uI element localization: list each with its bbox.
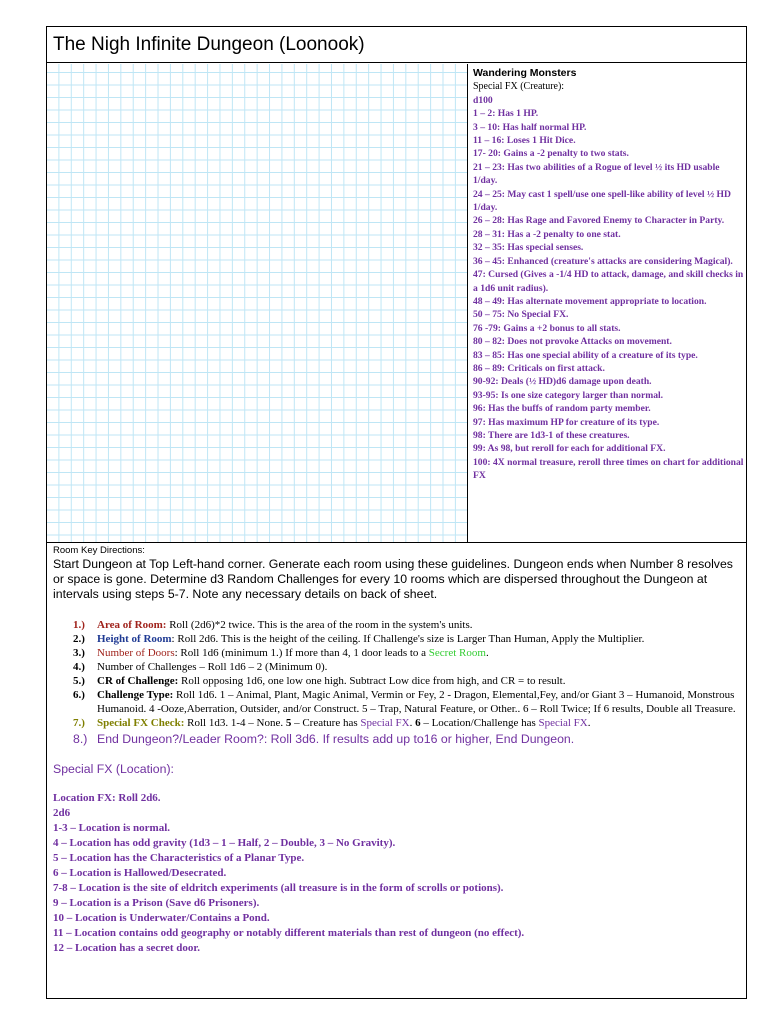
location-fx-row: 9 – Location is a Prison (Save d6 Prisoners).	[53, 897, 260, 909]
location-fx-row: 6 – Location is Hallowed/Desecrated.	[53, 867, 227, 879]
step-text: Roll (2d6)*2 twice. This is the area of the room in the system's units.	[166, 619, 473, 631]
step-text-end: .	[485, 647, 489, 659]
creature-fx-row: 98: There are 1d3-1 of these creatures.	[473, 429, 630, 441]
step-number: 6.)	[73, 689, 85, 701]
special-fx-link-text: Special FX	[360, 717, 410, 729]
location-fx-row: 1-3 – Location is normal.	[53, 822, 171, 834]
creature-fx-row: 21 – 23: Has two abilities of a Rogue of level ½ its HD usable 1/day.	[473, 161, 720, 187]
secret-room-text: Secret Room	[428, 647, 486, 659]
creature-fx-row: 86 – 89: Criticals on first attack.	[473, 362, 605, 374]
creature-fx-row: 93-95: Is one size category larger than normal.	[473, 389, 664, 401]
creature-fx-row: 90-92: Deals (½ HD)d6 damage upon death.	[473, 376, 652, 388]
location-fx-row: 12 – Location has a secret door.	[53, 942, 200, 954]
location-fx-table	[53, 791, 743, 956]
step-text: Roll 1d3. 1-4 – None.	[184, 717, 286, 729]
creature-fx-row: 17- 20: Gains a -2 penalty to two stats.	[473, 148, 629, 160]
special-fx-link-text: Special FX	[538, 717, 588, 729]
room-key-section	[53, 545, 743, 956]
step-challenge-type	[73, 688, 743, 716]
step-number: 2.)	[73, 633, 85, 645]
page-title: The Nigh Infinite Dungeon (Loonook)	[47, 27, 746, 63]
location-fx-row: 10 – Location is Underwater/Contains a Pond.	[53, 912, 270, 924]
step-text: – Location/Challenge has	[420, 717, 539, 729]
location-fx-row: 11 – Location contains odd geography or notably different materials than rest of dungeon (no effect).	[53, 927, 525, 939]
step-number: 5.)	[73, 675, 85, 687]
step-text: – Creature has	[291, 717, 361, 729]
creature-fx-row: 100: 4X normal treasure, reroll three times on chart for additional FX	[473, 456, 744, 482]
step-number-of-doors	[73, 646, 743, 660]
location-fx-row: 7-8 – Location is the site of eldritch experiments (all treasure is in the form of scrolls or potions).	[53, 882, 504, 894]
wandering-monsters-heading: Wandering Monsters	[473, 67, 577, 79]
creature-fx-row: 28 – 31: Has a -2 penalty to one stat.	[473, 228, 621, 240]
creature-fx-row: 76 -79: Gains a +2 bonus to all stats.	[473, 322, 621, 334]
location-fx-heading: Special FX (Location):	[53, 762, 174, 776]
step-text: .	[409, 717, 416, 729]
result-six: 6	[415, 717, 421, 729]
creature-fx-row: 99: As 98, but reroll for each for additional FX.	[473, 443, 666, 455]
creature-fx-row: 50 – 75: No Special FX.	[473, 309, 569, 321]
step-key: Special FX Check:	[97, 717, 185, 729]
step-text: Roll 1d6. 1 – Animal, Plant, Magic Animal, Vermin or Fey, 2 - Dragon, Elemental,Fey, and/or Giant 3 – Humanoid, Monstrous Humanoid. 4 -Ooze,Aberration, Outsider, and/or Construct. 5 – Trap, Natural Feature, or Other.. 6 – Roll Twice; If 6 results, Double all Treasure.	[97, 689, 736, 715]
creature-fx-subheading: Special FX (Creature):	[473, 81, 565, 93]
step-key: Challenge Type:	[97, 689, 174, 701]
creature-fx-row: 24 – 25: May cast 1 spell/use one spell-like ability of level ½ HD 1/day.	[473, 188, 731, 214]
result-five: 5	[285, 717, 292, 729]
step-number-of-challenges	[73, 660, 743, 674]
creature-fx-row: 3 – 10: Has half normal HP.	[473, 121, 587, 133]
location-fx-row: 2d6	[53, 807, 71, 819]
step-key: Area of Room:	[97, 619, 167, 631]
step-height-of-room	[73, 632, 743, 646]
step-cr-of-challenge	[73, 674, 743, 688]
creature-fx-row: 83 – 85: Has one special ability of a creature of its type.	[473, 349, 698, 361]
location-fx-row: 4 – Location has odd gravity (1d3 – 1 – Half, 2 – Double, 3 – No Gravity).	[53, 837, 396, 849]
creature-fx-row: 97: Has maximum HP for creature of its type.	[473, 416, 660, 428]
step-key: CR of Challenge:	[97, 675, 179, 687]
step-text: : Roll 2d6. This is the height of the ceiling. If Challenge's size is Larger Than Human, Apply the Multiplier.	[171, 633, 645, 645]
creature-fx-table	[473, 94, 745, 483]
step-key: Number of Doors	[97, 647, 175, 659]
step-number: 3.)	[73, 647, 85, 659]
creature-fx-row: 11 – 16: Loses 1 Hit Dice.	[473, 135, 576, 147]
step-number: 8.)	[73, 732, 88, 746]
creature-fx-row: 26 – 28: Has Rage and Favored Enemy to Character in Party.	[473, 215, 725, 227]
step-area-of-room	[73, 618, 743, 632]
location-fx-row: 5 – Location has the Characteristics of a Planar Type.	[53, 852, 305, 864]
step-number: 7.)	[73, 717, 85, 729]
room-key-intro: Start Dungeon at Top Left-hand corner. Generate each room using these guidelines. Dungeon ends when Number 8 resolves or space is gone. Determine d3 Random Challenges for every 10 rooms which are dispersed throughout the Dungeon at intervals using steps 5-7. Note any necessary details on back of sheet.	[53, 557, 733, 601]
step-number: 4.)	[73, 661, 85, 673]
dungeon-map-grid[interactable]	[47, 64, 468, 542]
creature-fx-row: 36 – 45: Enhanced (creature's attacks are considering Magical).	[473, 255, 733, 267]
creature-fx-row: 1 – 2: Has 1 HP.	[473, 108, 539, 120]
step-text-end: .	[587, 717, 591, 729]
step-text: Roll opposing 1d6, one low one high. Subtract Low dice from high, and CR = to result.	[178, 675, 566, 687]
creature-fx-row: 48 – 49: Has alternate movement appropriate to location.	[473, 295, 707, 307]
step-special-fx-check	[73, 716, 743, 730]
document-sheet	[46, 26, 747, 999]
room-key-label: Room Key Directions:	[53, 545, 145, 556]
wandering-monsters-panel	[473, 67, 745, 483]
step-text: Number of Challenges – Roll 1d6 – 2 (Minimum 0).	[97, 661, 328, 673]
step-end-dungeon	[73, 731, 743, 747]
step-key: Height of Room	[97, 633, 172, 645]
step-text: End Dungeon?/Leader Room?: Roll 3d6. If results add up to16 or higher, End Dungeon.	[97, 732, 575, 746]
creature-fx-row: 96: Has the buffs of random party member.	[473, 403, 651, 415]
section-divider	[47, 542, 746, 543]
creature-fx-row: d100	[473, 94, 493, 106]
step-text: : Roll 1d6 (minimum 1.) If more than 4, 1 door leads to a	[174, 647, 429, 659]
location-fx-row: Location FX: Roll 2d6.	[53, 792, 161, 804]
creature-fx-row: 47: Cursed (Gives a -1/4 HD to attack, damage, and skill checks in a 1d6 unit radius).	[473, 269, 744, 294]
creature-fx-row: 80 – 82: Does not provoke Attacks on movement.	[473, 336, 672, 348]
creature-fx-row: 32 – 35: Has special senses.	[473, 242, 584, 254]
room-key-steps	[53, 618, 743, 747]
step-number: 1.)	[73, 619, 85, 631]
